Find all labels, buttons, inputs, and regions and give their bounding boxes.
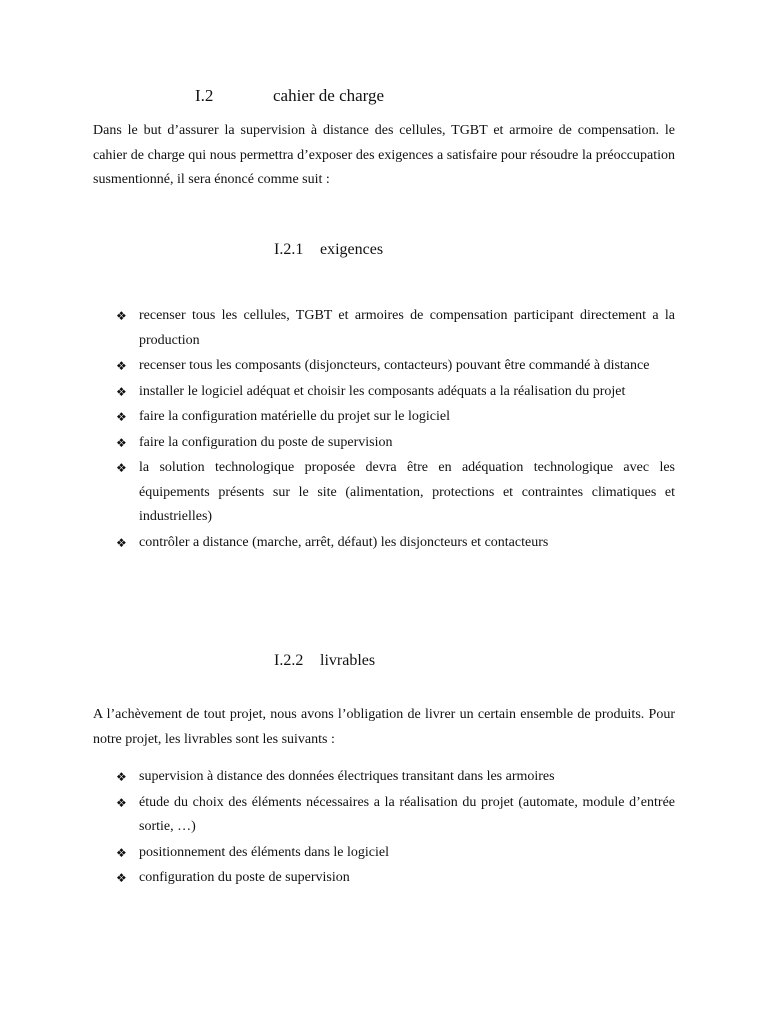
list-item: ❖ étude du choix des éléments nécessaires a la réalisation du projet (automate, module d’entrée sortie, …)	[116, 791, 675, 840]
diamond-bullet-icon: ❖	[116, 845, 127, 860]
diamond-bullet-icon: ❖	[116, 795, 127, 810]
livrables-list	[116, 765, 675, 892]
exigences-list	[116, 304, 675, 556]
section-intro-paragraph: Dans le but d’assurer la supervision à distance des cellules, TGBT et armoire de compensation. le cahier de charge qui nous permettra d’exposer des exigences a satisfaire pour résoudre la préoccupation susmentionné, il sera énoncé comme suit :	[93, 123, 675, 187]
diamond-bullet-icon: ❖	[116, 461, 127, 475]
diamond-bullet-icon: ❖	[116, 359, 127, 373]
list-item: ❖ recenser tous les cellules, TGBT et armoires de compensation participant directement a la production	[116, 304, 675, 353]
list-item: ❖ positionnement des éléments dans le logiciel	[116, 841, 675, 866]
list-item: ❖ contrôler a distance (marche, arrêt, défaut) les disjoncteurs et contacteurs	[116, 531, 675, 556]
list-item: ❖ installer le logiciel adéquat et choisir les composants adéquats a la réalisation du projet	[116, 380, 675, 405]
livrables-number: I.2.2	[274, 652, 304, 669]
diamond-bullet-icon: ❖	[116, 435, 127, 450]
exigences-number: I.2.1	[274, 241, 304, 258]
list-item: ❖ faire la configuration du poste de supervision	[116, 431, 675, 456]
exigences-heading	[274, 241, 383, 259]
diamond-bullet-icon: ❖	[116, 871, 127, 885]
list-item: ❖ recenser tous les composants (disjoncteurs, contacteurs) pouvant être commandé à distance	[116, 354, 675, 379]
livrables-title: livrables	[320, 652, 376, 669]
diamond-bullet-icon: ❖	[116, 535, 127, 550]
livrables-heading	[274, 652, 375, 670]
exigences-title: exigences	[320, 241, 384, 258]
livrables-intro-paragraph: A l’achèvement de tout projet, nous avons l’obligation de livrer un certain ensemble de produits. Pour notre projet, les livrables sont les suivants :	[93, 707, 675, 747]
list-item: ❖ configuration du poste de supervision	[116, 866, 675, 891]
section-title: cahier de charge	[273, 86, 385, 105]
list-item: ❖ supervision à distance des données électriques transitant dans les armoires	[116, 765, 675, 790]
diamond-bullet-icon: ❖	[116, 309, 127, 323]
list-item: ❖ faire la configuration matérielle du projet sur le logiciel	[116, 405, 675, 430]
section-heading	[195, 86, 384, 106]
section-number: I.2	[195, 86, 214, 105]
diamond-bullet-icon: ❖	[116, 410, 127, 424]
diamond-bullet-icon: ❖	[116, 770, 127, 784]
diamond-bullet-icon: ❖	[116, 384, 127, 399]
list-item: ❖ la solution technologique proposée devra être en adéquation technologique avec les équipements présents sur le site (alimentation, protections et contraintes climatiques et industrielles)	[116, 456, 675, 530]
